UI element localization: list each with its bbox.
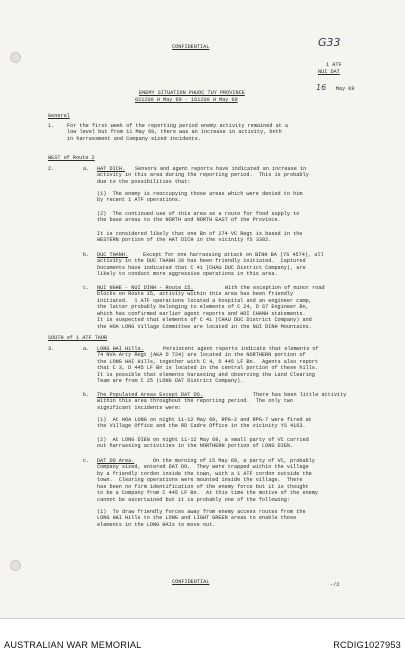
report-period: 021200 H May 69 - 161200 H May 69 bbox=[135, 97, 238, 103]
nui-nghe-paragraph: With the exception of minor road blocks on Route 15, activity within this area has been friendly initiated. 1 ATF operations located a hospital and an engineer camp, the latter probably belonging to elements of C 24, D 67 Engineer Bn, which has confirmed earlier agent reports and HOI CHANH statements. It is suspected that elements of C 41 (CHAU DUC District Company) and the HOA LONG Village Committee are located in the NUI DINH Mountains. bbox=[97, 285, 325, 330]
sub-letter: c. bbox=[83, 285, 90, 291]
para-number: 3. bbox=[48, 346, 55, 352]
date-line bbox=[316, 77, 354, 95]
archive-institution: AUSTRALIAN WAR MEMORIAL bbox=[4, 640, 142, 650]
populated-areas-point-1: (1) At HOA LONG on night 11-12 May 69, RPG-2 and RPG-7 were fired at the Village Office and the RD Cadre Office in the vicinity YS 4163. bbox=[97, 417, 312, 430]
hat-dich-point-2: (2) The continued use of this area as a route for food supply to the base areas to the NORTH and NORTH EAST of the Province. bbox=[97, 211, 300, 224]
classification-top: CONFIDENTIAL bbox=[172, 44, 210, 50]
unit-label: 1 ATF bbox=[326, 62, 342, 68]
punch-hole bbox=[10, 52, 21, 63]
subheading-populated-areas: The Populated Areas Except DAT DO. bbox=[97, 392, 203, 398]
long-hai-paragraph: Persistent agent reports indicate that elements of 74 NVA Arty Regt (AKA D 724) are located in the NORTHERN portion of the LONG HAI Hills, together with C 4, D 445 LF Bn. Agents also report that C 3, D 445 LF Bn is located in the central portion of these hills. It is possible that elements harassing and observing the Land Clearing Team are from C 25 (LONG DAT District Company). bbox=[97, 346, 319, 385]
sub-letter: a. bbox=[83, 346, 90, 352]
para-number: 2. bbox=[48, 166, 55, 172]
handwritten-reference: G33 bbox=[318, 36, 341, 49]
subheading-hat-dich: HAT DICH. bbox=[97, 166, 126, 172]
location-label: NUI DAT bbox=[318, 69, 340, 75]
hat-dich-assessment: It is considered likely that one Bn of 274 VC Regt is based in the WESTERN portion of the HAT DICH in the vicinity YS 3382. bbox=[97, 231, 303, 244]
dat-do-paragraph: On the morning of 15 May 69, a party of VC, probably Company sized, entered DAT DO. They were trapped within the village by a friendly cordon inside the town, with a 1 ATF cordon outside the town. Clearing operations were mounted inside the village. There has been no firm identification of the enemy force but it is thought to be a Company from C 445 LF Bn. At this time the motive of the enemy cannot be ascertained but it is probably one of the following: bbox=[97, 458, 319, 503]
classification-bottom: CONFIDENTIAL bbox=[172, 579, 210, 585]
sub-letter: b. bbox=[83, 392, 90, 398]
populated-areas-point-2: (2) At LONG DIEN on night 11-12 May 69, a small party of VC carried out harrassing activities in the NORTHERN portion of LONG DIEN. bbox=[97, 437, 309, 450]
subheading-long-hai: LONG HAI Hills. bbox=[97, 346, 144, 352]
report-title: ENEMY SITUATION PHUOC TUY PROVINCE bbox=[139, 90, 245, 96]
populated-areas-paragraph: There has been little activity within this area throughout the reporting period. The only two significant incidents were: bbox=[97, 392, 347, 411]
section-heading-west: WEST of Route 2 bbox=[48, 155, 95, 161]
duc-thanh-paragraph: Except for one harrassing attack on BINH BA (YS 4574), all activity in the DUC THANH 20 has been friendly initiated. Captured Documents have indicated that C 41 (CHAU DUC District Company), are likely to conduct more aggressive operations in this area. bbox=[97, 252, 324, 278]
para-number: 1. bbox=[48, 123, 55, 129]
sub-letter: c. bbox=[83, 458, 90, 464]
section-heading-south: SOUTH of 1 ATF TAOR bbox=[48, 335, 108, 341]
archive-footer bbox=[0, 618, 405, 654]
subheading-dat-do: DAT DO Area. bbox=[97, 458, 135, 464]
handwritten-day: 16 bbox=[316, 83, 327, 92]
continuation-marker: -/2 bbox=[330, 582, 340, 588]
sub-letter: a. bbox=[83, 166, 90, 172]
date-month: May 69 bbox=[335, 86, 355, 92]
sub-letter: b. bbox=[83, 252, 90, 258]
archive-record-id: RCDIG1027953 bbox=[333, 640, 401, 650]
hat-dich-point-1: (1) The enemy is reoccupying those areas which were denied to him by recent 1 ATF operations. bbox=[97, 191, 303, 204]
hat-dich-paragraph: Sensors and agent reports have indicated an increase in activity in this area during the reporting period. This is probably due to the possibilities that: bbox=[97, 166, 309, 185]
dat-do-point-1: (1) To draw friendly forces away from enemy access routes from the LONG HAI Hills to the LONG and LIGHT GREEN areas to enable those elements in the LONG HAIs to move out. bbox=[97, 509, 306, 528]
subheading-duc-thanh: DUC THANH. bbox=[97, 252, 129, 258]
section-heading-general: General bbox=[48, 113, 70, 119]
punch-hole bbox=[10, 560, 21, 571]
subheading-nui-nghe: NUI NGHE - NUI DINH - Route 15. bbox=[97, 285, 194, 291]
general-paragraph: For the first week of the reporting period enemy activity remained at a low level but from 11 May 69, there was an increase in activity, both in harrassment and Company sized incidents. bbox=[67, 123, 289, 142]
